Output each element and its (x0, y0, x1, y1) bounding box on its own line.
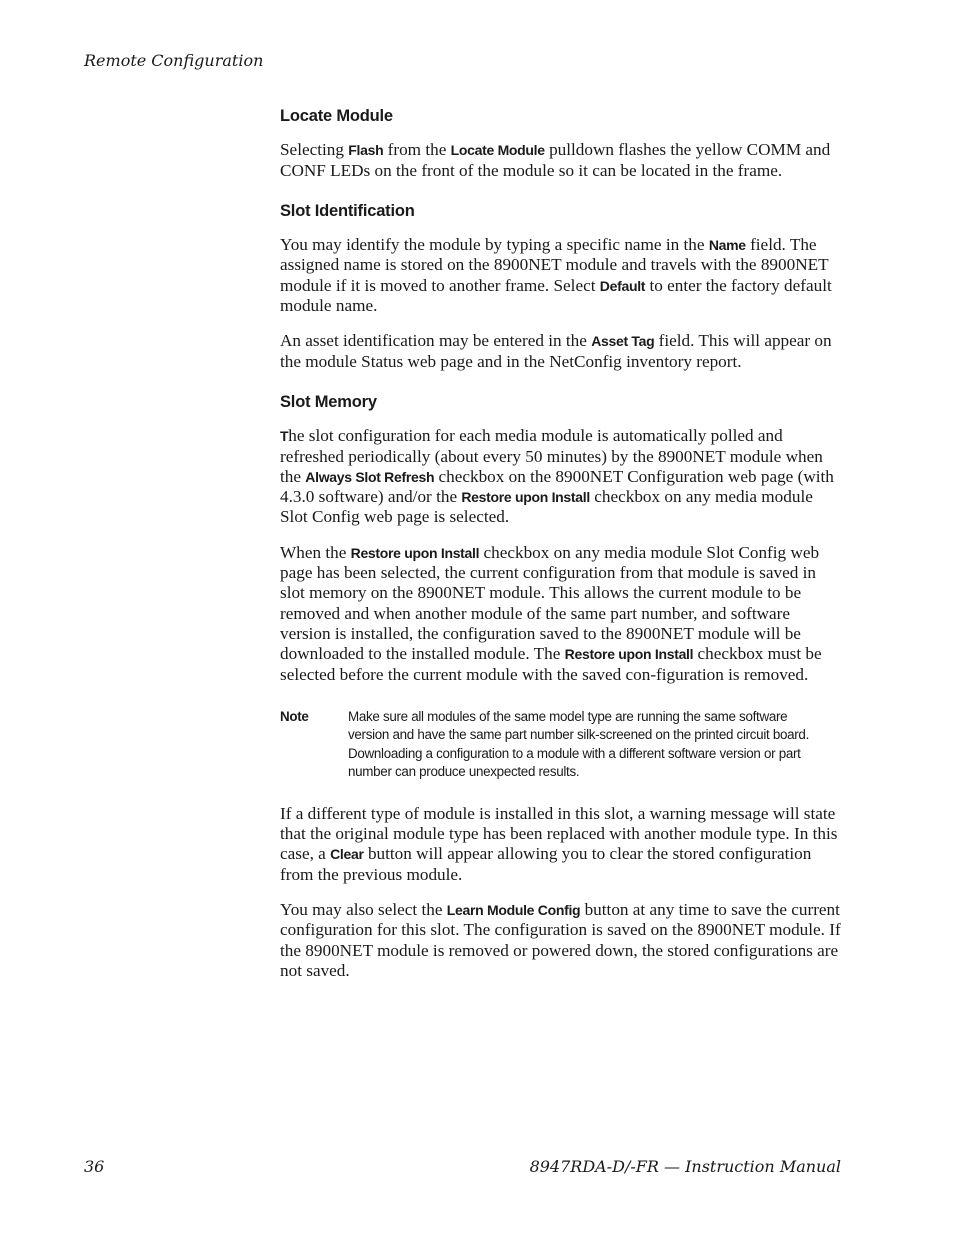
note-label: Note (280, 708, 309, 724)
section-slot-memory (280, 392, 842, 981)
page-number: 36 (84, 1157, 105, 1176)
note-text: Make sure all modules of the same model type are running the same software version and have the same part number silk-screened on the printed circuit board. Downloading a configuration to a module with a different software version or part number can produce unexpected results. (348, 708, 810, 780)
note-block (280, 708, 842, 782)
paragraph: If a different type of module is installed in this slot, a warning message will state that the original module type has been replaced with another module type. In this case, a Clear button will appear allowing you to clear the stored configuration from the previous module. (280, 803, 838, 884)
running-header: Remote Configuration (84, 51, 264, 70)
ui-term: Name (708, 237, 746, 254)
paragraph: The slot configuration for each media module is automatically polled and refreshed periodically (about every 50 minutes) by the 8900NET module when the Always Slot Refresh checkbox on the 8900NET Configuration web page (with 4.3.0 software) and/or the Restore upon Install checkbox on any media module Slot Config web page is selected. (280, 426, 834, 527)
section-slot-identification (280, 201, 842, 372)
paragraph: An asset identification may be entered in the Asset Tag field. This will appear on the module Status web page and in the NetConfig inventory report. (280, 331, 832, 371)
section-heading: Locate Module (280, 107, 393, 125)
ui-term: Locate Module (450, 142, 545, 159)
ui-term: Asset Tag (591, 333, 655, 350)
ui-term: Restore upon Install (461, 489, 590, 506)
ui-term: Default (599, 277, 646, 294)
ui-term: Restore upon Install (564, 646, 694, 663)
ui-term: Clear (330, 846, 364, 863)
ui-term: Restore upon Install (350, 544, 480, 561)
paragraph: You may identify the module by typing a specific name in the Name field. The assigned name is stored on the 8900NET module and travels with the 8900NET module if it is moved to another frame. Select Default to enter the factory default module name. (280, 235, 832, 316)
paragraph: When the Restore upon Install checkbox on any media module Slot Config web page has been selected, the current configuration from that module is saved in slot memory on the 8900NET module. This allows the current module to be removed and when another module of the same part number, and software version is installed, the configuration saved to the 8900NET module will be downloaded to the installed module. The Restore upon Install checkbox must be selected before the current module with the saved con-figuration is removed. (280, 542, 822, 684)
document-title: 8947RDA-D/-FR — Instruction Manual (529, 1157, 841, 1176)
ui-term: Learn Module Config (446, 902, 581, 919)
section-locate-module (280, 106, 842, 181)
ui-term: Flash (348, 142, 384, 159)
section-heading: Slot Memory (280, 392, 377, 411)
paragraph: Selecting Flash from the Locate Module pulldown flashes the yellow COMM and CONF LEDs on the front of the module so it can be located in the frame. (280, 140, 831, 180)
ui-term: Always Slot Refresh (305, 468, 435, 485)
paragraph: You may also select the Learn Module Config button at any time to save the current configuration for this slot. The configuration is saved on the 8900NET module. If the 8900NET module is removed or powered down, the stored configurations are not saved. (280, 900, 841, 980)
main-content (280, 106, 842, 1001)
section-heading: Slot Identification (280, 201, 415, 220)
